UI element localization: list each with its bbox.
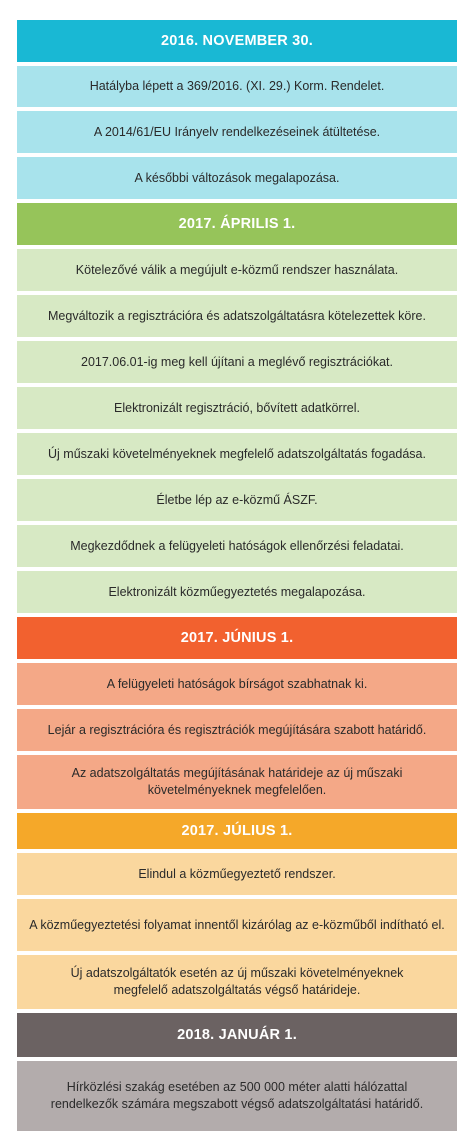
timeline-item xyxy=(17,1061,457,1131)
item-text: Életbe lép az e-közmű ÁSZF. xyxy=(156,492,318,507)
timeline-item xyxy=(17,249,457,291)
section-apr2017 xyxy=(17,203,457,613)
item-text: Elektronizált regisztráció, bővített adatkörrel. xyxy=(114,400,360,415)
timeline-item xyxy=(17,479,457,521)
section-header xyxy=(17,20,457,62)
section-date: 2017. JÚLIUS 1. xyxy=(181,823,293,839)
timeline xyxy=(17,20,457,1131)
timeline-item xyxy=(17,525,457,567)
item-text: Hírközlési szakág esetében az 500 000 méter alatti hálózattal rendelkezők számára megszabott végső adatszolgáltatási határidő. xyxy=(50,1080,424,1111)
item-text: Megváltozik a regisztrációra és adatszolgáltatásra kötelezettek köre. xyxy=(48,308,426,323)
timeline-item xyxy=(17,955,457,1009)
item-text: Megkezdődnek a felügyeleti hatóságok ellenőrzési feladatai. xyxy=(70,538,404,553)
item-text: Lejár a regisztrációra és regisztrációk megújítására szabott határidő. xyxy=(47,722,427,737)
item-text: Új adatszolgáltatók esetén az új műszaki követelményeknek megfelelő adatszolgáltatás végső határideje. xyxy=(70,966,404,997)
section-jul2017 xyxy=(17,813,457,1009)
timeline-item xyxy=(17,66,457,107)
timeline-item xyxy=(17,111,457,153)
item-text: Kötelezővé válik a megújult e-közmű rendszer használata. xyxy=(75,262,399,277)
section-header xyxy=(17,617,457,659)
timeline-item xyxy=(17,663,457,705)
timeline-item xyxy=(17,341,457,383)
item-text: Új műszaki követelményeknek megfelelő adatszolgáltatás fogadása. xyxy=(48,446,426,461)
item-text: Az adatszolgáltatás megújításának határideje az új műszaki követelményeknek megfelelően. xyxy=(71,766,403,797)
section-header xyxy=(17,1013,457,1057)
item-text: Hatályba lépett a 369/2016. (XI. 29.) Korm. Rendelet. xyxy=(89,79,385,93)
item-text: A közműegyeztetési folyamat innentől kizárólag az e-közműből indítható el. xyxy=(29,917,445,932)
section-date: 2016. NOVEMBER 30. xyxy=(161,33,313,49)
section-date: 2017. JÚNIUS 1. xyxy=(180,630,294,646)
item-text: A későbbi változások megalapozása. xyxy=(134,170,340,185)
item-text: Elektronizált közműegyeztetés megalapozása. xyxy=(108,584,366,599)
section-header xyxy=(17,813,457,849)
timeline-item xyxy=(17,853,457,895)
timeline-item xyxy=(17,387,457,429)
timeline-item xyxy=(17,295,457,337)
item-text: Elindul a közműegyeztető rendszer. xyxy=(138,866,336,881)
item-text: A felügyeleti hatóságok bírságot szabhatnak ki. xyxy=(106,676,368,691)
section-jan2018 xyxy=(17,1013,457,1131)
section-header xyxy=(17,203,457,245)
timeline-item xyxy=(17,755,457,809)
timeline-item xyxy=(17,433,457,475)
section-date: 2018. JANUÁR 1. xyxy=(177,1027,297,1043)
timeline-item xyxy=(17,709,457,751)
timeline-item xyxy=(17,899,457,951)
timeline-item xyxy=(17,571,457,613)
section-date: 2017. ÁPRILIS 1. xyxy=(178,216,296,232)
item-text: 2017.06.01-ig meg kell újítani a meglévő regisztrációkat. xyxy=(81,354,393,369)
item-text: A 2014/61/EU Irányelv rendelkezéseinek átültetése. xyxy=(93,124,381,139)
section-nov2016 xyxy=(17,20,457,199)
section-jun2017 xyxy=(17,617,457,809)
timeline-item xyxy=(17,157,457,199)
